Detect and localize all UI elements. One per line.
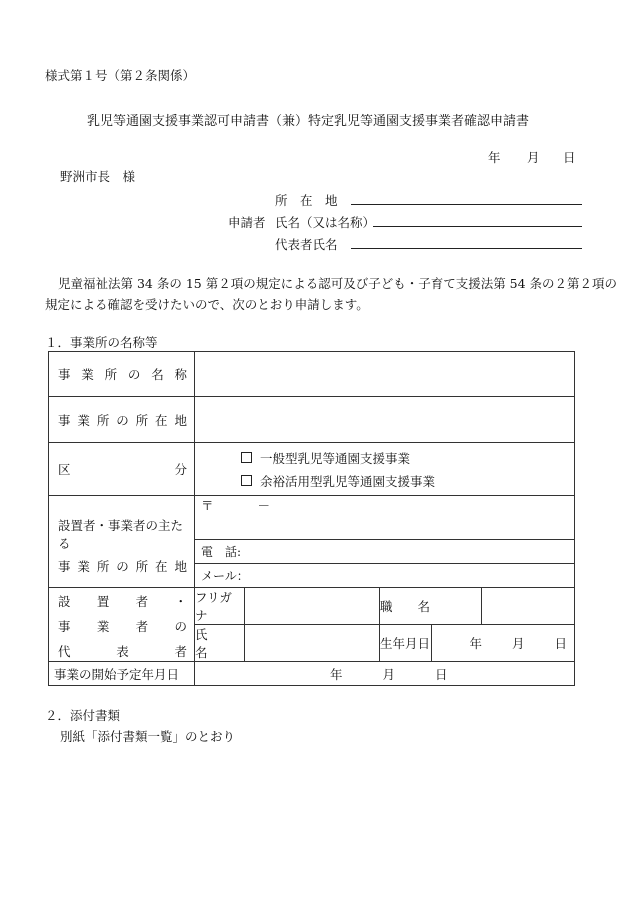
furigana-label: フリガナ bbox=[195, 588, 245, 625]
main-office-label: 設置者・事業者の主たる 事 業 所 の 所 在 地 bbox=[49, 496, 195, 588]
job-title-field[interactable] bbox=[482, 588, 575, 625]
checkbox-icon[interactable] bbox=[241, 452, 252, 463]
rep-name-label: 氏 名 bbox=[195, 625, 245, 662]
facility-name-row bbox=[49, 352, 575, 397]
birthdate-month-label: 月 bbox=[512, 636, 525, 651]
furigana-field[interactable] bbox=[245, 588, 380, 625]
applicant-address-line[interactable] bbox=[351, 204, 582, 205]
body-text-line-2: 規定による確認を受けたいので、次のとおり申請します。 bbox=[45, 297, 369, 312]
facility-address-row bbox=[49, 397, 575, 443]
representative-label: 設 置 者 ・ 事 業 者 の 代 表 者 bbox=[49, 588, 195, 662]
postal-mark: 〒 bbox=[201, 498, 214, 513]
checkbox-icon[interactable] bbox=[241, 475, 252, 486]
date-day-label: 日 bbox=[563, 150, 576, 165]
section2-heading: ２．添付書類 bbox=[45, 708, 121, 723]
applicant-address-label: 所 在 地 bbox=[275, 193, 338, 208]
facility-name-label: 事 業 所 の 名 称 bbox=[49, 352, 195, 397]
email-label: メール： bbox=[201, 569, 249, 583]
start-year-label: 年 bbox=[330, 666, 343, 682]
start-date-field[interactable] bbox=[195, 662, 575, 686]
section1-heading: １．事業所の名称等 bbox=[45, 335, 158, 350]
representative-furigana-row bbox=[49, 588, 575, 625]
main-office-postal-row bbox=[49, 496, 575, 540]
body-text-line-1: 児童福祉法第 34 条の 15 第２項の規定による認可及び子ども・子育て支援法第 54 条の２第２項の bbox=[58, 276, 618, 291]
category-option-surplus[interactable]: 余裕活用型乳児等通園支援事業 bbox=[241, 472, 574, 490]
birthdate-field[interactable] bbox=[432, 625, 575, 662]
addressee: 野洲市長 様 bbox=[60, 169, 136, 184]
birthdate-year-label: 年 bbox=[469, 636, 483, 651]
date-year-label: 年 bbox=[488, 150, 501, 165]
category-options bbox=[195, 443, 575, 496]
postal-dash: － bbox=[257, 498, 271, 513]
applicant-name-line[interactable] bbox=[373, 226, 582, 227]
document-title: 乳児等通園支援事業認可申請書（兼）特定乳児等通園支援事業者確認申請書 bbox=[87, 114, 530, 129]
start-date-label: 事業の開始予定年月日 bbox=[49, 662, 195, 686]
start-date-row bbox=[49, 662, 575, 686]
facility-table bbox=[48, 351, 575, 686]
category-label: 区 分 bbox=[49, 443, 195, 496]
category-option-general[interactable]: 一般型乳児等通園支援事業 bbox=[241, 449, 574, 467]
applicant-rep-label: 代表者氏名 bbox=[275, 237, 338, 252]
facility-address-field[interactable] bbox=[195, 397, 575, 443]
applicant-group-label: 申請者 bbox=[228, 215, 266, 230]
birthdate-label: 生年月日 bbox=[380, 625, 432, 662]
applicant-rep-line[interactable] bbox=[351, 248, 582, 249]
date-month-label: 月 bbox=[527, 150, 540, 165]
start-day-label: 日 bbox=[435, 666, 448, 682]
main-office-postal-field[interactable] bbox=[195, 496, 575, 540]
main-office-phone-field[interactable] bbox=[195, 540, 575, 564]
category-row bbox=[49, 443, 575, 496]
start-month-label: 月 bbox=[382, 666, 396, 682]
rep-name-field[interactable] bbox=[245, 625, 380, 662]
applicant-name-label: 氏名（又は名称） bbox=[275, 215, 376, 230]
job-title-label: 職 名 bbox=[380, 588, 482, 625]
facility-name-field[interactable] bbox=[195, 352, 575, 397]
phone-label: 電 話: bbox=[201, 545, 242, 559]
main-office-email-field[interactable] bbox=[195, 564, 575, 588]
facility-address-label: 事 業 所 の 所 在 地 bbox=[49, 397, 195, 443]
birthdate-day-label: 日 bbox=[554, 636, 568, 651]
form-number: 様式第１号（第２条関係） bbox=[45, 68, 196, 83]
section2-text: 別紙「添付書類一覧」のとおり bbox=[60, 729, 236, 744]
